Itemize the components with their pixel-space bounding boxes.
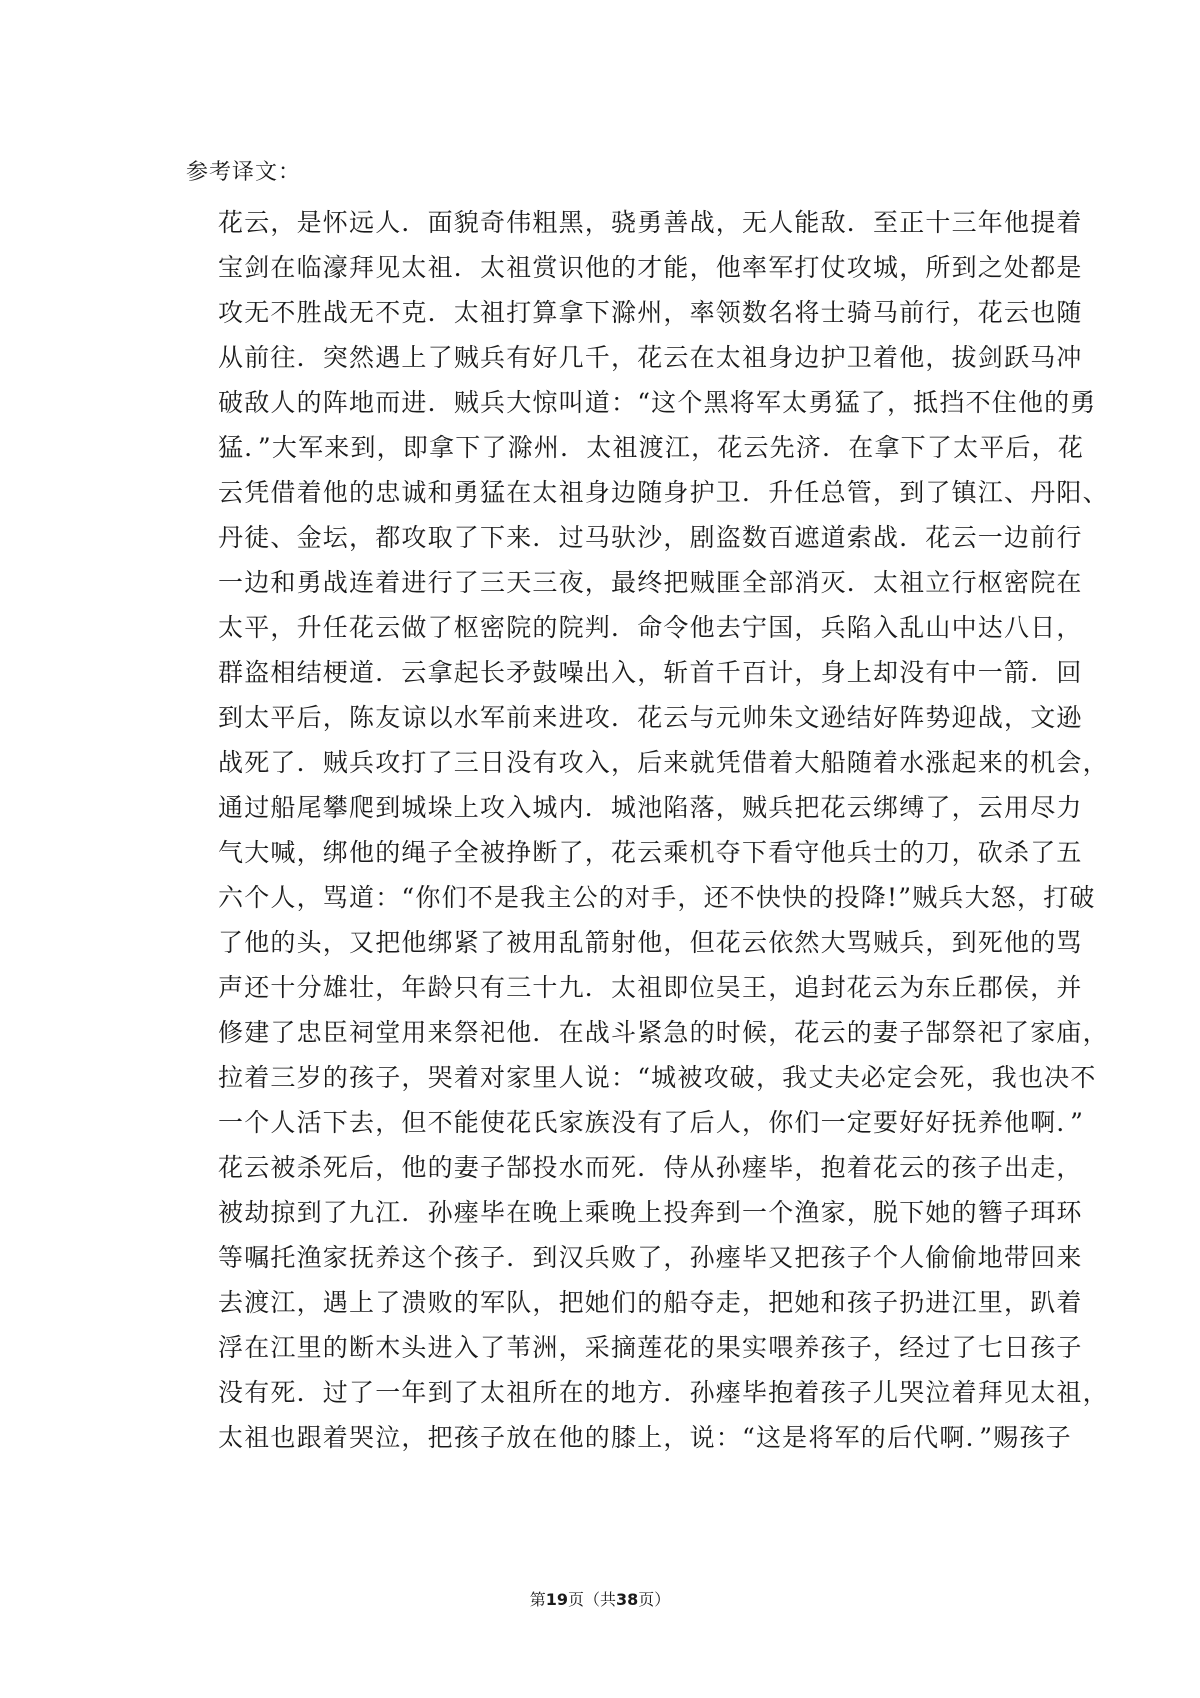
- text-line: 等嘱托渔家抚养这个孩子．到汉兵败了，孙瘗毕又把孩子个人偷偷地带回来: [218, 1243, 1083, 1272]
- text-line: 六个人，骂道：“你们不是我主公的对手，还不快快的投降!”贼兵大怒，打破: [218, 883, 1096, 912]
- text-line: 花云被杀死后，他的妻子郜投水而死．侍从孙瘗毕，抱着花云的孩子出走，: [218, 1153, 1083, 1182]
- text-line: 宝剑在临濠拜见太祖．太祖赏识他的才能，他率军打仗攻城，所到之处都是: [218, 253, 1083, 282]
- footer-prefix: 第: [529, 1590, 546, 1609]
- text-line: 通过船尾攀爬到城垛上攻入城内．城池陷落，贼兵把花云绑缚了，云用尽力: [218, 793, 1083, 822]
- text-line: 花云，是怀远人．面貌奇伟粗黑，骁勇善战，无人能敌．至正十三年他提着: [218, 208, 1083, 237]
- footer-suffix: 页）: [638, 1590, 671, 1609]
- text-line: 了他的头，又把他绑紧了被用乱箭射他，但花云依然大骂贼兵，到死他的骂: [218, 928, 1083, 957]
- text-line: 云凭借着他的忠诚和勇猛在太祖身边随身护卫．升任总管，到了镇江、丹阳、: [218, 478, 1109, 507]
- text-line: 去渡江，遇上了溃败的军队，把她们的船夺走，把她和孩子扔进江里，趴着: [218, 1288, 1083, 1317]
- text-line: 气大喊，绑他的绳子全被挣断了，花云乘机夺下看守他兵士的刀，砍杀了五: [218, 838, 1083, 867]
- text-line: 修建了忠臣祠堂用来祭祀他．在战斗紧急的时候，花云的妻子郜祭祀了家庙，: [218, 1018, 1109, 1047]
- text-line: 猛．”大军来到，即拿下了滁州．太祖渡江，花云先济．在拿下了太平后，花: [218, 433, 1085, 462]
- text-line: 到太平后，陈友谅以水军前来进攻．花云与元帅朱文逊结好阵势迎战，文逊: [218, 703, 1083, 732]
- section-heading: 参考译文：: [186, 160, 302, 185]
- text-line: 没有死．过了一年到了太祖所在的地方．孙瘗毕抱着孩子儿哭泣着拜见太祖，: [218, 1378, 1109, 1407]
- text-line: 群盗相结梗道．云拿起长矛鼓噪出入，斩首千百计，身上却没有中一箭．回: [218, 658, 1083, 687]
- text-line: 浮在江里的断木头进入了苇洲，采摘莲花的果实喂养孩子，经过了七日孩子: [218, 1333, 1083, 1362]
- text-line: 太平，升任花云做了枢密院的院判．命令他去宁国，兵陷入乱山中达八日，: [218, 613, 1083, 642]
- text-line: 战死了．贼兵攻打了三日没有攻入，后来就凭借着大船随着水涨起来的机会，: [218, 748, 1109, 777]
- text-line: 破敌人的阵地而进．贼兵大惊叫道：“这个黑将军太勇猛了，抵挡不住他的勇: [218, 388, 1097, 417]
- page-footer: [0, 1588, 1200, 1612]
- text-line: 声还十分雄壮，年龄只有三十九．太祖即位吴王，追封花云为东丘郡侯，并: [218, 973, 1083, 1002]
- text-line: 拉着三岁的孩子，哭着对家里人说：“城被攻破，我丈夫必定会死，我也决不: [218, 1063, 1097, 1092]
- text-line: 一边和勇战连着进行了三天三夜，最终把贼匪全部消灭．太祖立行枢密院在: [218, 568, 1083, 597]
- text-line: 太祖也跟着哭泣，把孩子放在他的膝上，说：“这是将军的后代啊．”赐孩子: [218, 1423, 1072, 1452]
- text-line: 从前往．突然遇上了贼兵有好几千，花云在太祖身边护卫着他，拔剑跃马冲: [218, 343, 1083, 372]
- text-line: 被劫掠到了九江．孙瘗毕在晚上乘晚上投奔到一个渔家，脱下她的簪子珥环: [218, 1198, 1083, 1227]
- total-pages: 38: [616, 1590, 639, 1609]
- footer-middle: 页（共: [567, 1590, 616, 1609]
- text-line: 攻无不胜战无不克．太祖打算拿下滁州，率领数名将士骑马前行，花云也随: [218, 298, 1083, 327]
- text-line: 一个人活下去，但不能使花氏家族没有了后人，你们一定要好好抚养他啊．”: [218, 1108, 1085, 1137]
- page-number: 19: [545, 1590, 568, 1609]
- translation-paragraph: [218, 200, 1109, 1460]
- text-line: 丹徒、金坛，都攻取了下来．过马驮沙，剧盗数百遮道索战．花云一边前行: [218, 523, 1083, 552]
